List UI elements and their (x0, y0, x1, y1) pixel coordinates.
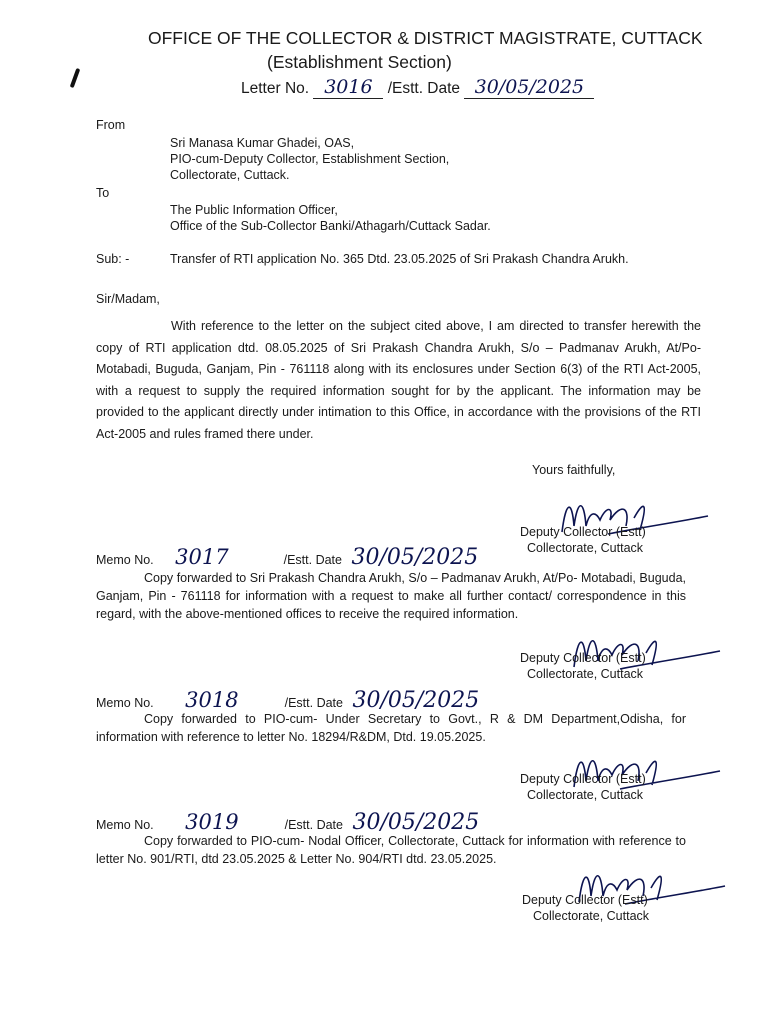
sig1-designation: Deputy Collector (Estt) (520, 525, 646, 539)
to-line-1: The Public Information Officer, (170, 203, 338, 217)
memo1-date-label: /Estt. Date (283, 553, 342, 567)
office-title: OFFICE OF THE COLLECTOR & DISTRICT MAGISTRATE, CUTTACK (148, 28, 703, 48)
handwritten-mark (70, 68, 81, 88)
to-line-2: Office of the Sub-Collector Banki/Athagarh/Cuttack Sadar. (170, 219, 491, 233)
memo2-text: Copy forwarded to PIO-cum- Under Secretary to Govt., R & DM Department,Odisha, for information with reference to letter No. 18294/R&DM, Dtd. 19.05.2025. (96, 712, 686, 744)
closing: Yours faithfully, (532, 463, 616, 477)
memo3-number: 3019 (185, 810, 239, 834)
section-title: (Establishment Section) (267, 52, 452, 72)
sig1-office: Collectorate, Cuttack (527, 541, 644, 555)
memo3-date-label: /Estt. Date (284, 818, 343, 832)
from-line-1: Sri Manasa Kumar Ghadei, OAS, (170, 136, 355, 150)
memo3-label: Memo No. (96, 818, 154, 832)
sig4-office: Collectorate, Cuttack (533, 909, 650, 923)
memo1-label: Memo No. (96, 553, 154, 567)
memo1-line (96, 545, 478, 570)
sig2-designation: Deputy Collector (Estt) (520, 651, 646, 665)
memo2-date: 30/05/2025 (352, 688, 480, 713)
salutation: Sir/Madam, (96, 292, 160, 306)
letter-number-line (241, 76, 594, 99)
sig3-designation: Deputy Collector (Estt) (520, 772, 646, 786)
estt-date-value: 30/05/2025 (464, 76, 594, 99)
subject-text: Transfer of RTI application No. 365 Dtd. 23.05.2025 of Sri Prakash Chandra Arukh. (170, 252, 629, 266)
sig4-designation: Deputy Collector (Estt) (522, 893, 648, 907)
to-label: To (96, 186, 110, 200)
subject-label: Sub: - (96, 252, 130, 266)
from-line-3: Collectorate, Cuttack. (170, 168, 290, 182)
body-paragraph: With reference to the letter on the subject cited above, I am directed to transfer herewith the copy of RTI application dtd. 08.05.2025 of Sri Prakash Chandra Arukh, S/o – Padmanav Arukh, At/Po- Motabadi, Buguda, Ganjam, Pin - 761118 along with its enclosures under Section 6(3) of the RTI Act-2005, with a request to supply the required information sought for by the applicant. The information may be provided to the applicant directly under intimation to this Office, in accordance with the provisions of the RTI Act-2005 and rules framed there under. (96, 319, 701, 441)
memo1-number: 3017 (175, 545, 229, 569)
memo1-text: Copy forwarded to Sri Prakash Chandra Arukh, S/o – Padmanav Arukh, At/Po- Motabadi, Buguda, Ganjam, Pin - 761118 for information with a request to make all further contact/ correspondence in this regard, with the above-mentioned offices to receive the required information. (96, 571, 686, 621)
memo2-date-label: /Estt. Date (284, 696, 343, 710)
sig2-office: Collectorate, Cuttack (527, 667, 644, 681)
memo2-number: 3018 (185, 688, 239, 712)
from-line-2: PIO-cum-Deputy Collector, Establishment Section, (170, 152, 450, 166)
sig3-office: Collectorate, Cuttack (527, 788, 644, 802)
memo2-label: Memo No. (96, 696, 154, 710)
letter-no-label: Letter No. (241, 80, 310, 97)
memo1-date: 30/05/2025 (351, 545, 479, 570)
memo3-date: 30/05/2025 (352, 810, 480, 835)
from-label: From (96, 118, 126, 132)
memo3-text: Copy forwarded to PIO-cum- Nodal Officer, Collectorate, Cuttack for information with reference to letter No. 901/RTI, dtd 23.05.2025 & Letter No. 904/RTI dtd. 23.05.2025. (96, 834, 686, 866)
letter-no-value: 3016 (313, 76, 383, 99)
estt-date-label: /Estt. Date (387, 80, 461, 97)
